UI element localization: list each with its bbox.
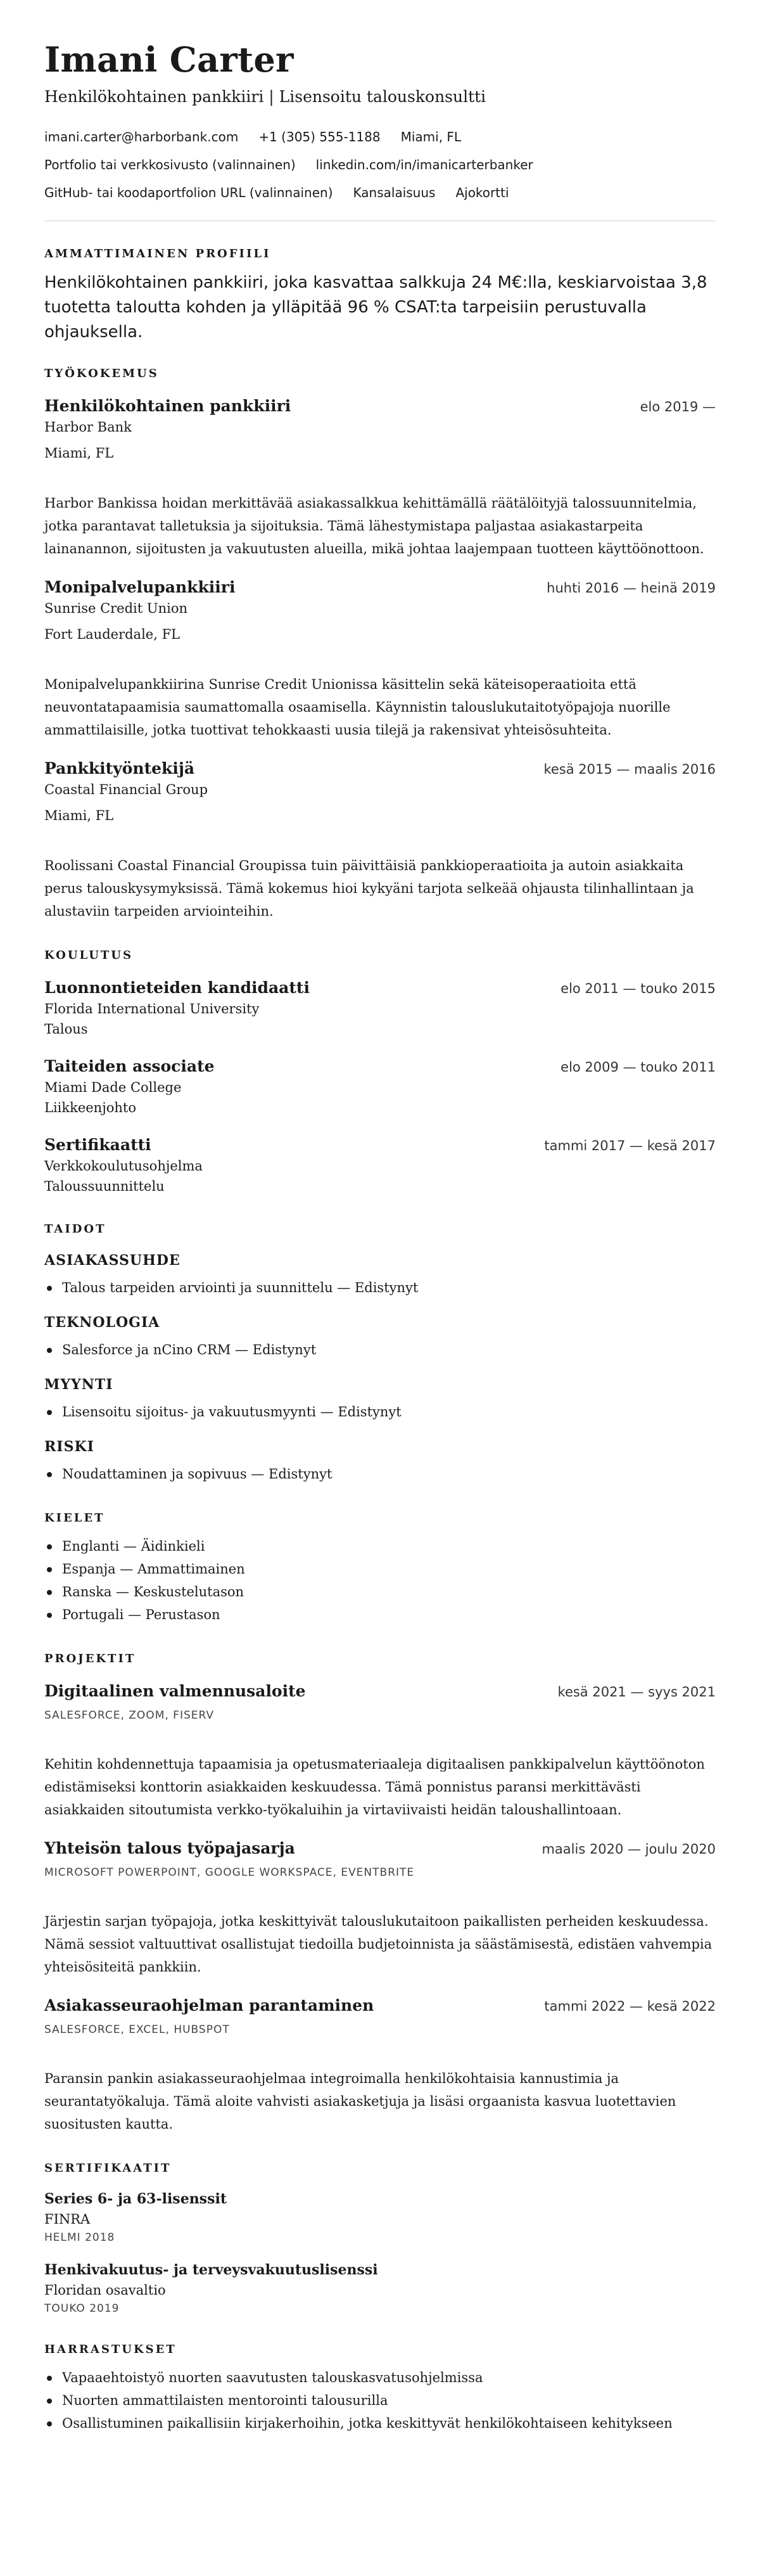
skill-item: Lisensoitu sijoitus- ja vakuutusmyynti — Edistynyt — [44, 1400, 716, 1423]
project-entry — [44, 1681, 716, 1821]
skill-group-name: MYYNTI — [44, 1376, 113, 1393]
certifications-section-title: SERTIFIKAATIT — [44, 2162, 172, 2175]
contact-location: Miami, FL — [400, 129, 462, 144]
job-dates: kesä 2015 — maalis 2016 — [543, 762, 716, 777]
education-dates: elo 2011 — touko 2015 — [560, 981, 716, 996]
skill-group — [44, 1375, 716, 1423]
languages-section — [44, 1511, 716, 1626]
job-location: Miami, FL — [44, 808, 114, 823]
project-title: Asiakasseuraohjelman parantaminen — [44, 1996, 374, 2015]
education-school: Florida International University — [44, 1001, 260, 1016]
education-section-title: KOULUTUS — [44, 949, 133, 962]
education-field: Taloussuunnittelu — [44, 1179, 165, 1194]
languages-section-title: KIELET — [44, 1511, 105, 1525]
education-dates: tammi 2017 — kesä 2017 — [544, 1138, 716, 1153]
language-item: Ranska — Keskustelutason — [44, 1580, 716, 1603]
project-description: Kehitin kohdennettuja tapaamisia ja opetusmateriaaleja digitaalisen pankkipalvelun käyttöönoton edistämiseksi konttorin asiakkaiden keskuudessa. Tämä ponnistus paransi merkittävästi asiakkaiden sitoutumista verkko-työkaluihin ja virtaviivaisti heidän taloushallintoaan. — [44, 1757, 705, 1817]
profile-text: Henkilökohtainen pankkiiri, joka kasvattaa salkkuja 24 M€:lla, keskiarvoistaa 3,8 tuotetta taloutta kohden ja ylläpitää 96 % CSAT:ta tarpeisiin perustuvalla ohjauksella. — [44, 273, 707, 342]
project-dates: maalis 2020 — joulu 2020 — [542, 1842, 716, 1857]
language-item: Espanja — Ammattimainen — [44, 1558, 716, 1580]
contact-row-3 — [44, 184, 716, 202]
project-title: Digitaalinen valmennusaloite — [44, 1682, 306, 1700]
certification-issuer: Floridan osavaltio — [44, 2283, 166, 2298]
contact-portfolio[interactable]: Portfolio tai verkkosivusto (valinnainen) — [44, 157, 296, 172]
skills-section-title: TAIDOT — [44, 1222, 106, 1236]
contact-citizenship: Kansalaisuus — [353, 185, 436, 200]
job-dates: elo 2019 — — [640, 399, 716, 414]
education-dates: elo 2009 — touko 2011 — [560, 1060, 716, 1075]
job-company: Coastal Financial Group — [44, 782, 208, 797]
project-tech: MICROSOFT POWERPOINT, GOOGLE WORKSPACE, EVENTBRITE — [44, 1866, 415, 1879]
skill-group-name: ASIAKASSUHDE — [44, 1252, 180, 1269]
education-section — [44, 948, 716, 1196]
project-entry — [44, 1995, 716, 2136]
contact-row-1 — [44, 128, 716, 146]
education-entry — [44, 977, 716, 1039]
education-field: Liikkeenjohto — [44, 1100, 136, 1115]
skill-item: Talous tarpeiden arviointi ja suunnittelu — Edistynyt — [44, 1276, 716, 1299]
certification-date: TOUKO 2019 — [44, 2302, 120, 2315]
contact-linkedin[interactable]: linkedin.com/in/imanicarterbanker — [315, 157, 533, 172]
job-description: Harbor Bankissa hoidan merkittävää asiakassalkkua kehittämällä räätälöityjä talossuunnitelmia, jotka parantavat talletuksia ja sijoituksia. Tämä lähestymistapa paljastaa asiakastarpeita lainanannon, sijoitusten ja vakuutusten alueilla, mikä johtaa laajempaan tuotteen käyttöönottoon. — [44, 496, 704, 556]
contact-row-2 — [44, 156, 716, 174]
hobbies-section — [44, 2342, 716, 2435]
hobby-item: Nuorten ammattilaisten mentorointi talousurilla — [44, 2389, 716, 2412]
job-description: Monipalvelupankkiirina Sunrise Credit Unionissa käsittelin sekä käteisoperaatioita että neuvontatapaamisia saumattomalla osaamisella. Käynnistin talouslukutaitotyöpajoja nuorille ammattilaisille, jotka tuottivat tehokkaasti uusia tilejä ja rakensivat yhteisösuhteita. — [44, 677, 671, 738]
contact-github[interactable]: GitHub- tai koodaportfolion URL (valinnainen) — [44, 185, 333, 200]
project-tech: SALESFORCE, EXCEL, HUBSPOT — [44, 2023, 230, 2036]
projects-section-title: PROJEKTIT — [44, 1652, 136, 1665]
skill-item: Salesforce ja nCino CRM — Edistynyt — [44, 1338, 716, 1361]
skill-item: Noudattaminen ja sopivuus — Edistynyt — [44, 1463, 716, 1485]
job-entry — [44, 758, 716, 923]
job-entry — [44, 395, 716, 560]
project-description: Järjestin sarjan työpajoja, jotka keskittyivät talouslukutaitoon paikallisten perheiden keskuudessa. Nämä sessiot valtuuttivat osallistujat tiedoilla budjetoinnista ja säästämisestä, edistäen vahvempia yhteisösiteitä pankkiin. — [44, 1914, 712, 1975]
project-tech: SALESFORCE, ZOOM, FISERV — [44, 1709, 215, 1722]
language-item: Englanti — Äidinkieli — [44, 1535, 716, 1558]
contact-phone[interactable]: +1 (305) 555-1188 — [258, 129, 381, 144]
education-school: Miami Dade College — [44, 1080, 182, 1095]
education-entry — [44, 1056, 716, 1118]
skill-group — [44, 1251, 716, 1299]
certification-entry — [44, 2189, 716, 2246]
job-description: Roolissani Coastal Financial Groupissa tuin päivittäisiä pankkioperaatioita ja autoin asiakkaita perus talouskysymyksissä. Tämä kokemus hioi kykyäni tarjota selkeää ohjausta tilinhallintaan ja alustaviin tarpeiden arviointeihin. — [44, 858, 694, 919]
education-degree: Luonnontieteiden kandidaatti — [44, 978, 310, 997]
contact-license: Ajokortti — [455, 185, 509, 200]
candidate-headline: Henkilökohtainen pankkiiri | Lisensoitu talouskonsultti — [44, 87, 486, 106]
skill-group-name: RISKI — [44, 1439, 94, 1455]
project-dates: tammi 2022 — kesä 2022 — [544, 1999, 716, 2014]
certification-entry — [44, 2260, 716, 2317]
certification-name: Series 6- ja 63-lisenssit — [44, 2191, 227, 2207]
resume-header — [44, 39, 716, 202]
experience-section — [44, 366, 716, 923]
project-description: Paransin pankin asiakasseuraohjelmaa integroimalla henkilökohtaisia kannustimia ja seurantatyökaluja. Tämä aloite vahvisti asiakasketjuja ja lisäsi orgaanista kasvua luotettavien suositusten kautta. — [44, 2071, 676, 2132]
job-location: Miami, FL — [44, 445, 114, 461]
education-degree: Sertifikaatti — [44, 1136, 151, 1154]
project-title: Yhteisön talous työpajasarja — [44, 1839, 295, 1857]
job-title: Monipalvelupankkiiri — [44, 578, 236, 596]
education-degree: Taiteiden associate — [44, 1057, 215, 1075]
candidate-name: Imani Carter — [44, 39, 294, 80]
education-field: Talous — [44, 1022, 88, 1037]
skill-group-name: TEKNOLOGIA — [44, 1314, 160, 1331]
skills-section — [44, 1222, 716, 1485]
hobbies-list — [44, 2366, 716, 2435]
certification-date: HELMI 2018 — [44, 2231, 115, 2244]
skill-group — [44, 1437, 716, 1485]
profile-section-title: AMMATTIMAINEN PROFIILI — [44, 247, 271, 260]
job-title: Henkilökohtainen pankkiiri — [44, 397, 291, 415]
hobbies-section-title: HARRASTUKSET — [44, 2343, 177, 2356]
job-entry — [44, 577, 716, 741]
project-entry — [44, 1838, 716, 1978]
contact-email[interactable]: imani.carter@harborbank.com — [44, 129, 239, 144]
skill-group — [44, 1313, 716, 1361]
hobby-item: Vapaaehtoistyö nuorten saavutusten talouskasvatusohjelmissa — [44, 2366, 716, 2389]
education-entry — [44, 1134, 716, 1196]
hobby-item: Osallistuminen paikallisiin kirjakerhoihin, jotka keskittyvät henkilökohtaiseen kehitykseen — [44, 2412, 716, 2435]
projects-section — [44, 1651, 716, 2136]
languages-list — [44, 1535, 716, 1626]
job-company: Sunrise Credit Union — [44, 601, 187, 616]
language-item: Portugali — Perustason — [44, 1603, 716, 1626]
experience-section-title: TYÖKOKEMUS — [44, 367, 159, 380]
education-school: Verkkokoulutusohjelma — [44, 1158, 203, 1174]
certifications-section — [44, 2161, 716, 2317]
profile-section — [44, 247, 716, 345]
certification-issuer: FINRA — [44, 2212, 91, 2227]
certification-name: Henkivakuutus- ja terveysvakuutuslisenssi — [44, 2262, 378, 2278]
job-dates: huhti 2016 — heinä 2019 — [547, 580, 716, 596]
project-dates: kesä 2021 — syys 2021 — [557, 1684, 716, 1700]
job-location: Fort Lauderdale, FL — [44, 627, 180, 642]
job-title: Pankkityöntekijä — [44, 759, 195, 778]
job-company: Harbor Bank — [44, 420, 132, 435]
